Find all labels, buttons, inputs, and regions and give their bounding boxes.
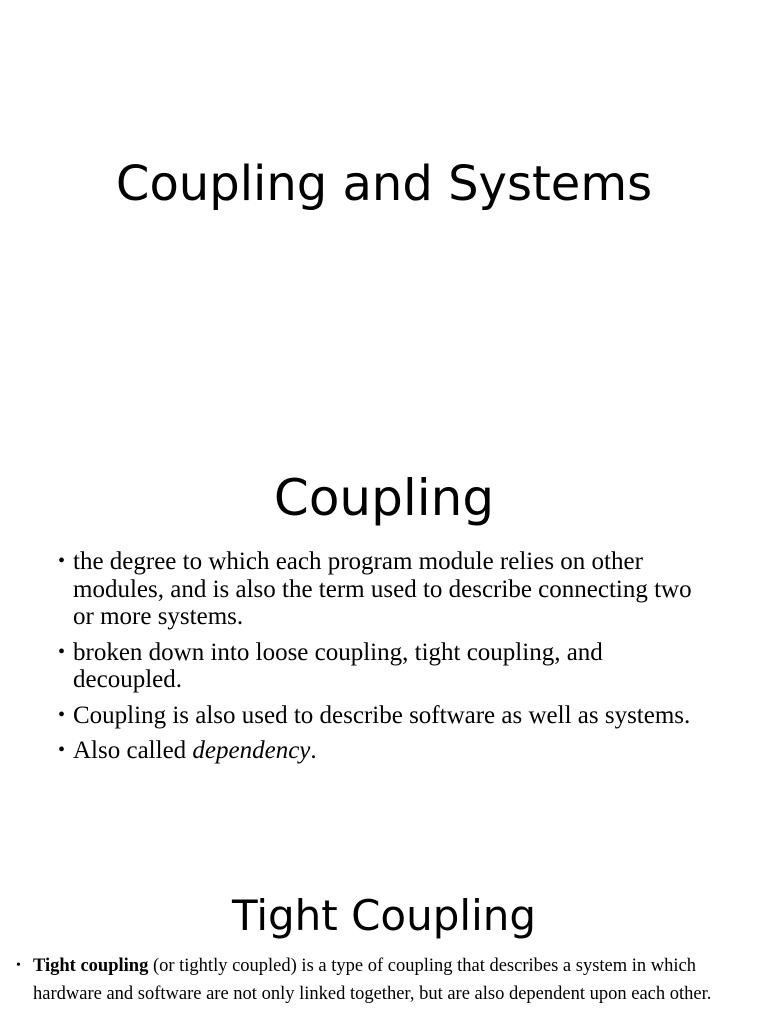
bullet-text-prefix: Also called (73, 737, 193, 764)
bullet-marker: • (58, 550, 66, 572)
slide-coupling (0, 384, 768, 864)
bullet-emphasis: dependency (192, 737, 311, 764)
bullet-marker: • (58, 703, 66, 726)
bullet-text: (or tightly coupled) is a type of coupling that describes a system in which hardware and software are not only linked together, but are also dependent upon each other. (33, 956, 712, 1004)
bullet-marker: • (58, 739, 66, 761)
bullet-text-suffix: . (310, 737, 317, 764)
bullet-list (16, 952, 758, 1008)
bullet-item (58, 548, 718, 631)
bullet-list (58, 548, 718, 773)
slide-title: Coupling (273, 469, 495, 527)
slide-tight-coupling (0, 864, 768, 1024)
bullet-item (58, 702, 718, 730)
slide-title-page (0, 0, 768, 384)
bullet-text: Coupling is also used to describe software as well as systems. (73, 701, 691, 729)
bullet-item (58, 737, 718, 765)
bullet-text: broken down into loose coupling, tight coupling, and decoupled. (73, 638, 603, 693)
bullet-marker: • (58, 640, 66, 663)
slide-title: Coupling and Systems (115, 156, 653, 212)
bullet-item (58, 639, 718, 694)
bullet-item (16, 952, 758, 1008)
bullet-text: the degree to which each program module relies on other modules, and is also the term used to describe connecting two or more systems. (73, 548, 692, 630)
bullet-term: Tight coupling (33, 956, 149, 976)
bullet-marker: • (16, 958, 21, 973)
slide-title: Tight Coupling (231, 891, 537, 940)
